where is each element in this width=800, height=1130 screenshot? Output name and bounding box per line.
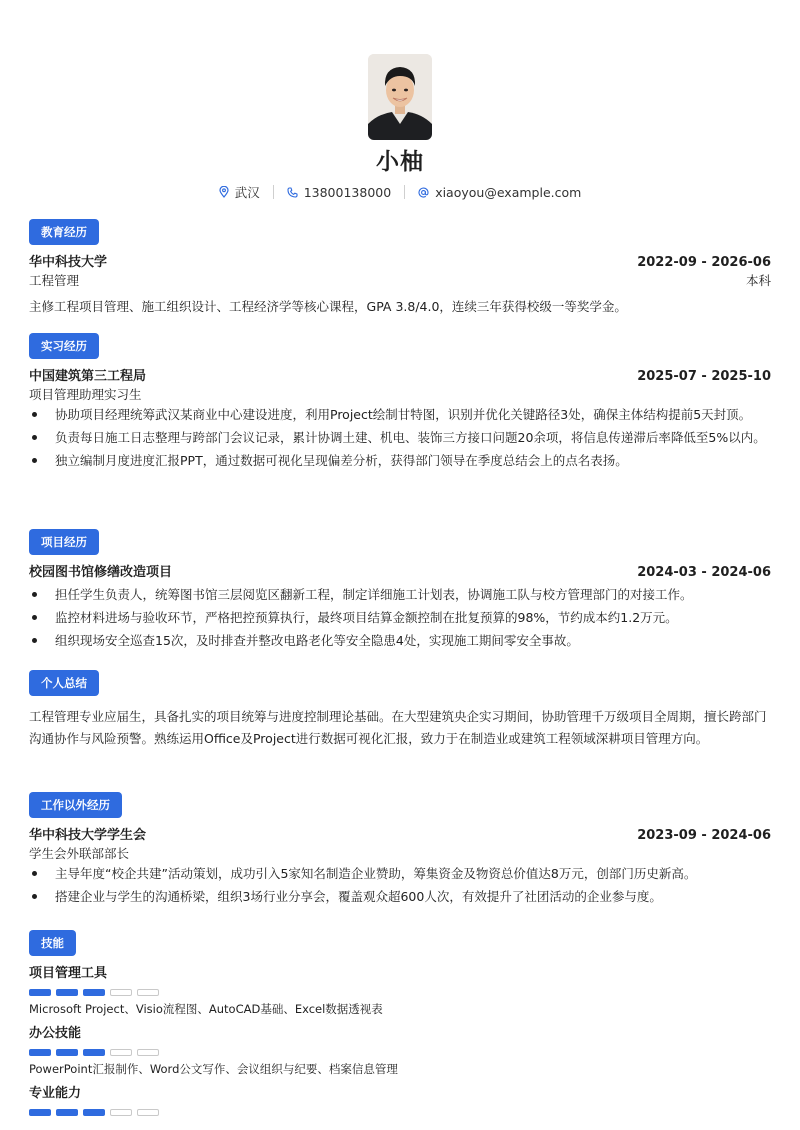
skill-bar-filled — [29, 1109, 51, 1116]
project-name: 校园图书馆修缮改造项目 — [29, 565, 173, 580]
summary-section — [29, 670, 771, 750]
skill-level-bars — [29, 1109, 771, 1116]
candidate-name: 小柚 — [376, 149, 424, 175]
summary-text: 工程管理专业应届生，具备扎实的项目统筹与进度控制理论基础。在大型建筑央企实习期间，协助管理千万级项目全周期，擅长跨部门沟通协作与风险预警。熟练运用Office及Project进行数据可视化汇报，致力于在制造业或建筑工程领域深耕项目管理方向。 — [29, 709, 767, 746]
project-header-row — [29, 564, 771, 582]
activities-role: 学生会外联部部长 — [29, 846, 130, 861]
list-item: 搭建企业与学生的沟通桥梁，组织3场行业分享会，覆盖观众超600人次，有效提升了社团活动的企业参与度。 — [29, 888, 771, 906]
internship-dates: 2025-07 - 2025-10 — [637, 369, 771, 384]
degree: 本科 — [745, 273, 771, 288]
section-heading-project: 项目经历 — [29, 529, 99, 555]
list-item: 组织现场安全巡查15次，及时排查并整改电路老化等安全隐患4处，实现施工期间零安全事故。 — [29, 632, 771, 650]
email-item — [418, 185, 581, 200]
company-name: 中国建筑第三工程局 — [29, 369, 147, 384]
skill-name: 项目管理工具 — [29, 966, 108, 981]
phone-item — [287, 185, 391, 200]
list-item: 监控材料进场与验收环节，严格把控预算执行，最终项目结算金额控制在批复预算的98%，节约成本约1.2万元。 — [29, 609, 771, 627]
education-section — [29, 219, 771, 317]
project-dates: 2024-03 - 2024-06 — [637, 565, 771, 580]
internship-section — [29, 333, 771, 475]
location-text: 武汉 — [234, 185, 260, 200]
skill-bar-empty — [137, 989, 159, 996]
section-heading-activities: 工作以外经历 — [29, 792, 122, 818]
skill-description: Microsoft Project、Visio流程图、AutoCAD基础、Excel数据透视表 — [29, 1002, 383, 1016]
location-item — [219, 183, 260, 201]
list-item: 协助项目经理统筹武汉某商业中心建设进度，利用Project绘制甘特图，识别并优化关键路径3处，确保主体结构提前5天封顶。 — [29, 406, 771, 424]
section-heading-education: 教育经历 — [29, 219, 99, 245]
contact-divider — [404, 185, 405, 199]
skill-bar-filled — [56, 1049, 78, 1056]
activities-header-row — [29, 827, 771, 845]
internship-bullets — [29, 406, 771, 470]
skill-name: 办公技能 — [29, 1026, 82, 1041]
list-item: 担任学生负责人，统筹图书馆三层阅览区翻新工程，制定详细施工计划表，协调施工队与校方管理部门的对接工作。 — [29, 586, 771, 604]
section-heading-skills: 技能 — [29, 930, 76, 956]
skill-bar-filled — [29, 989, 51, 996]
skill-bar-filled — [83, 989, 105, 996]
skill-bar-filled — [56, 989, 78, 996]
skill-bar-filled — [83, 1049, 105, 1056]
education-description: 主修工程项目管理、施工组织设计、工程经济学等核心课程，GPA 3.8/4.0，连续三年获得校级一等奖学金。 — [29, 299, 627, 314]
skill-bar-empty — [137, 1049, 159, 1056]
activities-dates: 2023-09 - 2024-06 — [637, 828, 771, 843]
education-header-row — [29, 254, 771, 272]
skill-level-bars — [29, 989, 771, 996]
section-heading-summary: 个人总结 — [29, 670, 99, 696]
phone-icon — [287, 187, 298, 198]
activities-bullets — [29, 865, 771, 906]
skill-bar-empty — [137, 1109, 159, 1116]
email-text[interactable]: xiaoyou@example.com — [435, 184, 582, 200]
avatar — [368, 54, 432, 140]
education-dates: 2022-09 - 2026-06 — [637, 255, 771, 270]
school-name: 华中科技大学 — [29, 255, 108, 270]
profile-photo — [368, 54, 432, 140]
skill-level-bars — [29, 1049, 771, 1056]
section-heading-internship: 实习经历 — [29, 333, 99, 359]
skill-item — [29, 1085, 771, 1116]
skill-description: PowerPoint汇报制作、Word公文写作、会议组织与纪要、档案信息管理 — [29, 1062, 398, 1076]
contact-line — [0, 182, 800, 202]
location-pin-icon — [219, 186, 229, 198]
list-item: 负责每日施工日志整理与跨部门会议记录，累计协调土建、机电、装饰三方接口问题20余项，将信息传递滞后率降低至5%以内。 — [29, 429, 771, 447]
email-at-icon — [418, 187, 429, 198]
list-item: 独立编制月度进度汇报PPT，通过数据可视化呈现偏差分析，获得部门领导在季度总结会上的点名表扬。 — [29, 452, 771, 470]
project-bullets — [29, 586, 771, 650]
list-item: 主导年度“校企共建”活动策划，成功引入5家知名制造企业赞助，筹集资金及物资总价值达8万元，创部门历史新高。 — [29, 865, 771, 883]
education-subheader-row — [29, 272, 771, 289]
skill-bar-empty — [110, 1049, 132, 1056]
skill-item — [29, 965, 771, 1017]
skill-bar-empty — [110, 989, 132, 996]
project-section — [29, 529, 771, 655]
skill-item — [29, 1025, 771, 1077]
skill-bar-empty — [110, 1109, 132, 1116]
organization-name: 华中科技大学学生会 — [29, 828, 147, 843]
contact-divider — [273, 185, 274, 199]
phone-text[interactable]: 13800138000 — [303, 184, 392, 200]
skills-section — [29, 930, 771, 1116]
skill-name: 专业能力 — [29, 1086, 82, 1101]
internship-role: 项目管理助理实习生 — [29, 387, 142, 402]
skill-bar-filled — [29, 1049, 51, 1056]
internship-header-row — [29, 368, 771, 386]
skill-bar-filled — [56, 1109, 78, 1116]
activities-section — [29, 792, 771, 911]
major: 工程管理 — [29, 273, 80, 288]
skill-bar-filled — [83, 1109, 105, 1116]
